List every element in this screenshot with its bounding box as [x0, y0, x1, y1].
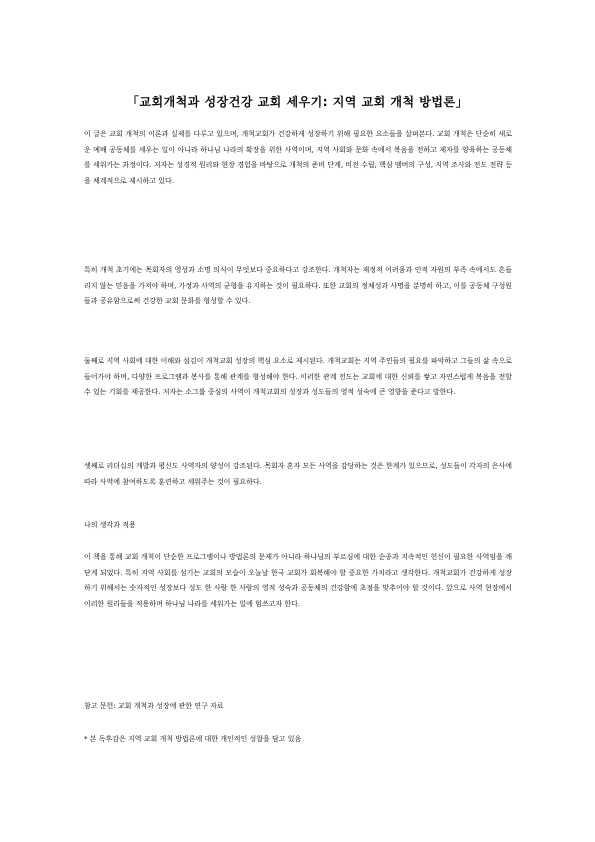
footer-line-2: * 본 독후감은 지역 교회 개척 방법론에 대한 개인적인 성찰을 담고 있음 [84, 735, 302, 743]
paragraph-3: 둘째로 지역 사회에 대한 이해와 섬김이 개척교회 성장의 핵심 요소로 제시된다. 개척교회는 지역 주민들의 필요를 파악하고 그들의 삶 속으로 들어가야 하며, 다양한 프로그램과 봉사를 통해 관계를 형성해야 한다. 이러한 관계 전도는 교회에 대한 신뢰를 쌓고 자연스럽게 복음을 전할 수 있는 기회를 제공한다. 저자는 소그룹 중심의 사역이 개척교회의 성장과 성도들의 영적 성숙에 큰 영향을 준다고 말한다. [84, 357, 512, 396]
section-heading: 나의 생각과 적용 [84, 521, 136, 529]
paragraph-5: 이 책을 통해 교회 개척이 단순한 프로그램이나 방법론의 문제가 아니라 하나님의 부르심에 대한 순종과 지속적인 헌신이 필요한 사역임을 깨닫게 되었다. 특히 지역 사회를 섬기는 교회의 모습이 오늘날 한국 교회가 회복해야 할 중요한 가치라고 생각한다. 개척교회가 건강하게 성장하기 위해서는 숫자적인 성장보다 성도 한 사람 한 사람의 영적 성숙과 공동체의 건강함에 초점을 맞추어야 할 것이다. 앞으로 사역 현장에서 이러한 원리들을 적용하며 하나님 나라를 세워가는 일에 힘쓰고자 한다. [84, 553, 512, 608]
paragraph-2: 특히 개척 초기에는 목회자의 영성과 소명 의식이 무엇보다 중요하다고 강조한다. 개척자는 재정적 어려움과 인적 자원의 부족 속에서도 흔들리지 않는 믿음을 가져야 하며, 가정과 사역의 균형을 유지하는 것이 필요하다. 또한 교회의 정체성과 사명을 분명히 하고, 이를 공동체 구성원들과 공유함으로써 건강한 교회 문화를 형성할 수 있다. [84, 266, 512, 305]
paragraph-4: 셋째로 리더십의 개발과 평신도 사역자의 양성이 강조된다. 목회자 혼자 모든 사역을 감당하는 것은 한계가 있으므로, 성도들이 각자의 은사에 따라 사역에 참여하도록 훈련하고 세워주는 것이 필요하다. [84, 462, 512, 486]
paragraph-1: 이 글은 교회 개척의 이론과 실제를 다루고 있으며, 개척교회가 건강하게 성장하기 위해 필요한 요소들을 살펴본다. 교회 개척은 단순히 새로운 예배 공동체를 세우는 일이 아니라 하나님 나라의 확장을 위한 사역이며, 지역 사회와 문화 속에서 복음을 전하고 제자를 양육하는 공동체를 세워가는 과정이다. 저자는 성경적 원리와 현장 경험을 바탕으로 개척의 준비 단계, 비전 수립, 핵심 멤버의 구성, 지역 조사와 전도 전략 등을 체계적으로 제시하고 있다. [84, 130, 512, 185]
footer-line-1: 참고 문헌: 교회 개척과 성장에 관한 연구 자료 [84, 702, 224, 710]
document-title: 「교회개척과 성장건강 교회 세우기: 지역 교회 개척 방법론」 [126, 95, 469, 109]
